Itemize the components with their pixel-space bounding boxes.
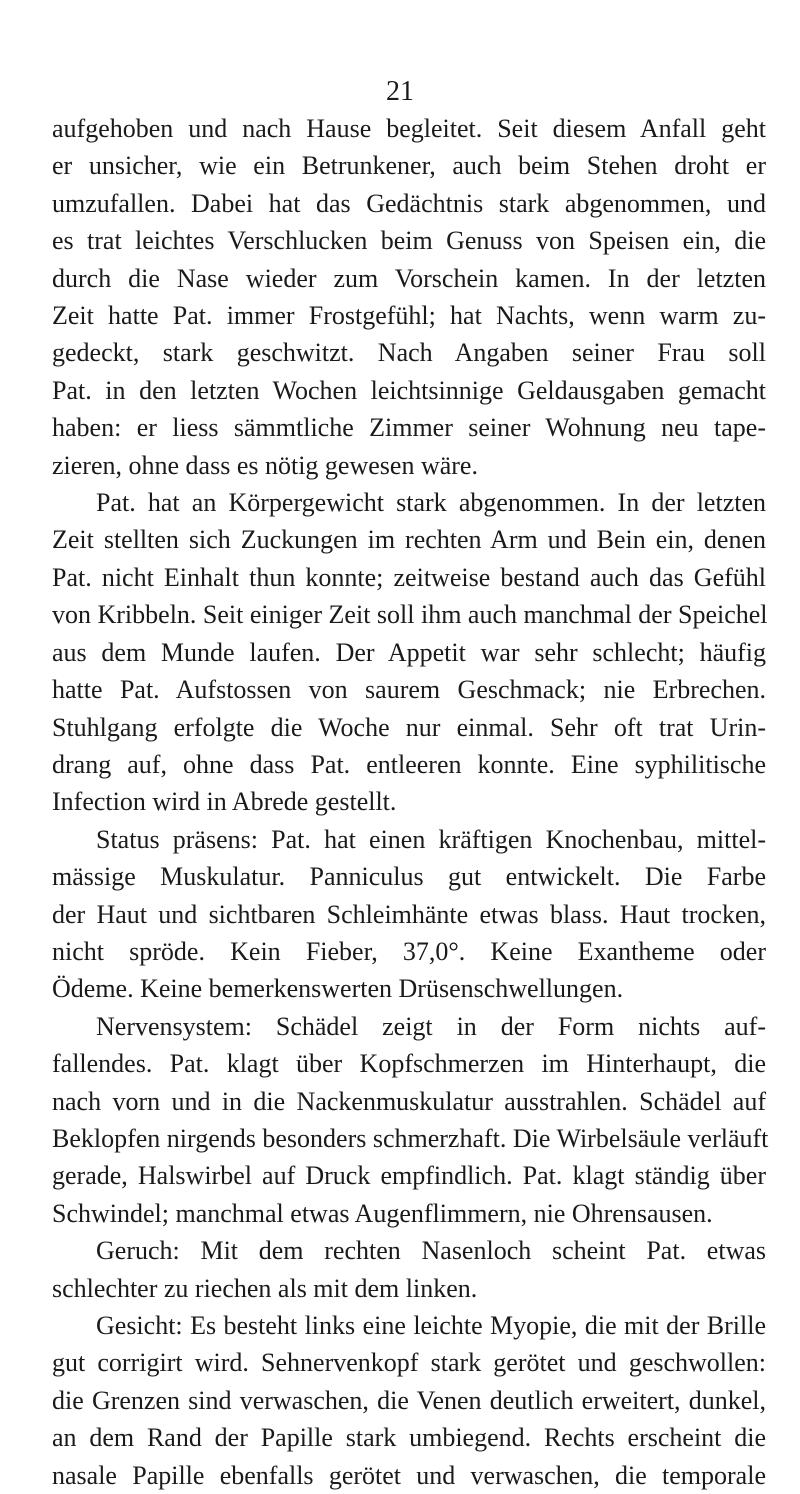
text-line: Schwindel; manchmal etwas Augenflimmern, nie Ohrensausen. xyxy=(52,1198,713,1228)
text-line: aufgehoben und nach Hause begleitet. Seit diesem Anfall geht xyxy=(52,114,766,143)
text-line: nasale Papille ebenfalls gerötet und verwaschen, die temporale xyxy=(52,1460,766,1490)
text-line: Pat. nicht Einhalt thun konnte; zeitweise bestand auch das Gefühl xyxy=(52,562,766,592)
text-line: Pat. hat an Körpergewicht stark abgenommen. In der letzten xyxy=(96,488,766,518)
text-line: schlechter zu riechen als mit dem linken. xyxy=(52,1273,478,1303)
text-line: Geruch: Mit dem rechten Nasenloch scheint Pat. etwas xyxy=(96,1236,766,1266)
text-line: nicht spröde. Kein Fieber, 37,0°. Keine Exantheme oder xyxy=(52,936,766,966)
text-line: an dem Rand der Papille stark umbiegend. Rechts erscheint die xyxy=(52,1423,766,1453)
text-line: fallendes. Pat. klagt über Kopfschmerzen im Hinterhaupt, die xyxy=(52,1049,766,1079)
text-line: drang auf, ohne dass Pat. entleeren konnte. Eine syphilitische xyxy=(52,749,766,779)
text-line: Zeit hatte Pat. immer Frostgefühl; hat Nachts, wenn warm zu- xyxy=(52,301,766,331)
text-line: zieren, ohne dass es nötig gewesen wäre. xyxy=(52,450,478,480)
text-line: Status präsens: Pat. hat einen kräftigen Knochenbau, mittel- xyxy=(96,824,766,854)
paragraph xyxy=(52,1008,769,1232)
paragraph xyxy=(52,1307,766,1494)
text-line: gedeckt, stark geschwitzt. Nach Angaben seiner Frau soll xyxy=(52,338,766,368)
text-line: hatte Pat. Aufstossen von saurem Geschmack; nie Erbrechen. xyxy=(52,675,766,705)
text-line: er unsicher, wie ein Betrunkener, auch beim Stehen droht er xyxy=(52,151,766,181)
text-line: von Kribbeln. Seit einiger Zeit soll ihm auch manchmal der Speichel xyxy=(52,600,768,630)
text-line: Nervensystem: Schädel zeigt in der Form nichts auf- xyxy=(96,1011,766,1041)
body-text xyxy=(52,110,769,1494)
text-line: Beklopfen nirgends besonders schmerzhaft. Die Wirbelsäule verläuft xyxy=(52,1123,769,1153)
text-line: mässige Muskulatur. Panniculus gut entwickelt. Die Farbe xyxy=(52,862,766,892)
paragraph xyxy=(52,110,766,484)
text-line: Zeit stellten sich Zuckungen im rechten Arm und Bein ein, denen xyxy=(52,525,766,555)
text-line: gerade, Halswirbel auf Druck empfindlich. Pat. klagt ständig über xyxy=(52,1161,766,1191)
text-line: gut corrigirt wird. Sehnervenkopf stark gerötet und geschwollen: xyxy=(52,1348,766,1378)
text-line: Stuhlgang erfolgte die Woche nur einmal. Sehr oft trat Urin- xyxy=(52,712,766,742)
text-line: der Haut und sichtbaren Schleimhänte etwas blass. Haut trocken, xyxy=(52,899,766,929)
paragraph xyxy=(52,821,766,1008)
text-line: aus dem Munde laufen. Der Appetit war sehr schlecht; häufig xyxy=(52,637,766,667)
text-line: Pat. in den letzten Wochen leichtsinnige Geldausgaben gemacht xyxy=(52,375,766,405)
paragraph xyxy=(52,484,766,821)
page-number: 21 xyxy=(386,76,414,107)
text-line: es trat leichtes Verschlucken beim Genuss von Speisen ein, die xyxy=(52,226,766,256)
text-line: die Grenzen sind verwaschen, die Venen deutlich erweitert, dunkel, xyxy=(52,1385,766,1415)
text-line: Gesicht: Es besteht links eine leichte Myopie, die mit der Brille xyxy=(96,1311,766,1340)
text-line: umzufallen. Dabei hat das Gedächtnis stark abgenommen, und xyxy=(52,188,766,218)
text-line: durch die Nase wieder zum Vorschein kamen. In der letzten xyxy=(52,263,766,293)
text-line: nach vorn und in die Nackenmuskulatur ausstrahlen. Schädel auf xyxy=(52,1086,766,1116)
text-line: Infection wird in Abrede gestellt. xyxy=(52,787,397,817)
text-line: Ödeme. Keine bemerkenswerten Drüsenschwellungen. xyxy=(52,974,624,1004)
paragraph xyxy=(52,1232,766,1307)
text-line: haben: er liess sämmtliche Zimmer seiner Wohnung neu tape- xyxy=(52,413,766,443)
